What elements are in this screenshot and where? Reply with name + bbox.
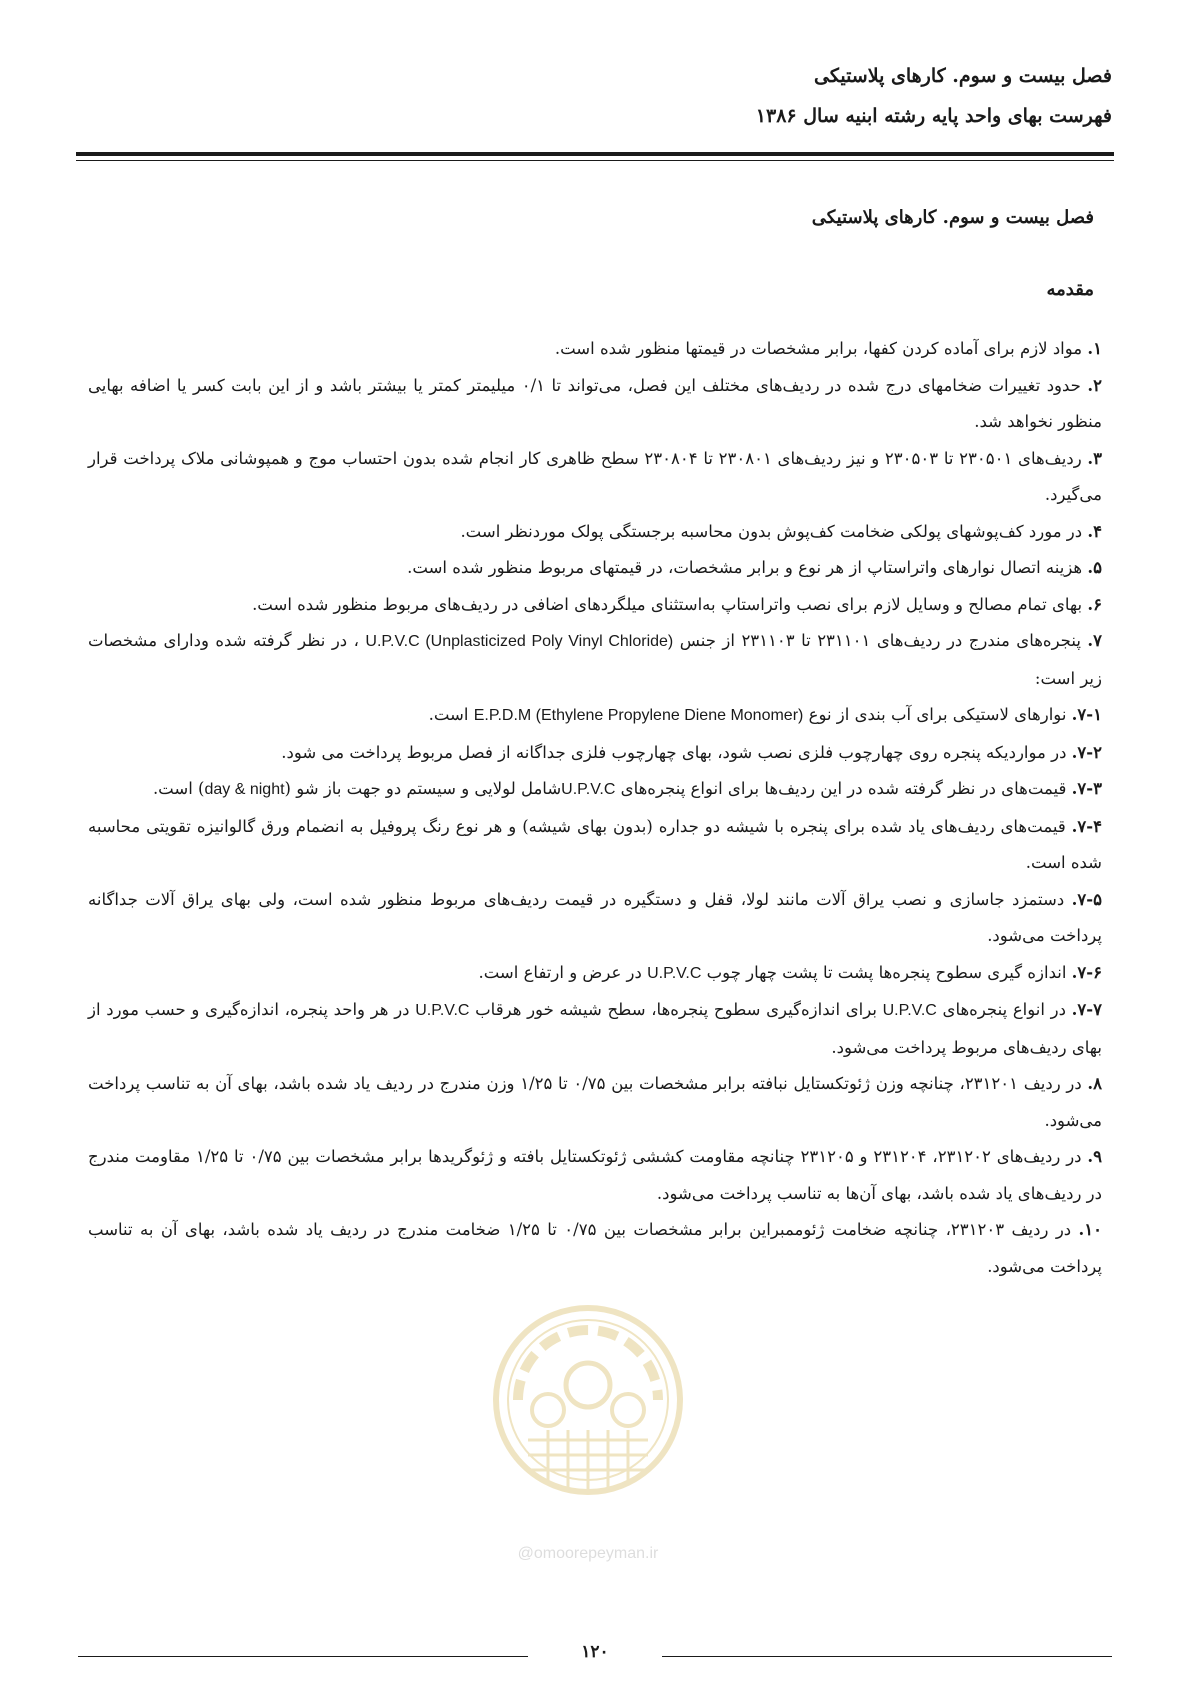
latin-term: U.P.V.C xyxy=(561,781,616,798)
paragraph-number: ۷-۲. xyxy=(1071,742,1102,762)
paragraph-7-4 xyxy=(88,809,1102,882)
latin-term: E.P.D.M (Ethylene Propylene Diene Monomer) xyxy=(473,707,804,724)
paragraph-text: ) است. xyxy=(152,779,205,798)
paragraph-text: در هر واحد پنجره، اندازه‌گیری و حسب مورد از بهای ردیف‌های مربوط پرداخت می‌شود. xyxy=(88,1000,1102,1057)
watermark-seal-icon xyxy=(488,1290,688,1540)
paragraph-2 xyxy=(88,368,1102,441)
document-body xyxy=(88,200,1102,1285)
paragraph-text: در ردیف ۲۳۱۲۰۱، چنانچه وزن ژئوتکستایل نبافته برابر مشخصات بین ۰/۷۵ تا ۱/۲۵ وزن مندرج در ردیف یاد شده باشد، بهای آن به تناسب پرداخت می‌شود. xyxy=(88,1074,1102,1130)
paragraph-number: ۸. xyxy=(1087,1074,1102,1093)
paragraph-number: ۷-۶. xyxy=(1071,962,1102,982)
header-rule-thick xyxy=(76,152,1114,156)
paragraph-9 xyxy=(88,1139,1102,1212)
page-header xyxy=(78,56,1112,136)
page-footer xyxy=(78,1640,1112,1670)
header-rule-thin xyxy=(76,160,1114,161)
paragraph-text: در ردیف‌های ۲۳۱۲۰۲، ۲۳۱۲۰۴ و ۲۳۱۲۰۵ چنانچه مقاومت کششی ژئوتکستایل بافته و ژئوگریدها برابر مشخصات بین ۰/۷۵ تا ۱/۲۵ مقاومت مندرج در ردیف‌های یاد شده باشد، بهای آن‌ها به تناسب پرداخت می‌شود. xyxy=(88,1147,1102,1203)
paragraph-text: است. xyxy=(428,705,474,724)
intro-heading: مقدمه xyxy=(1046,278,1094,300)
latin-term: U.P.V.C (Unplasticized Poly Vinyl Chloride) xyxy=(365,633,674,650)
footer-rule-right xyxy=(662,1656,1112,1657)
paragraph-text: نوارهای لاستیکی برای آب بندی از نوع xyxy=(803,705,1072,724)
paragraph-7 xyxy=(88,623,1102,697)
paragraph-text: قیمت‌های ردیف‌های یاد شده برای پنجره با شیشه دو جداره (بدون بهای شیشه) و هر نوع رنگ پروفیل به انضمام ورق گالوانیزه تقویتی محاسبه شده است. xyxy=(88,816,1102,872)
paragraph-7-7 xyxy=(88,992,1102,1066)
paragraph-number: ۶. xyxy=(1087,594,1102,614)
paragraph-number: ۷-۳. xyxy=(1071,779,1102,798)
paragraph-number: ۷-۱. xyxy=(1071,705,1102,724)
paragraph-7-3 xyxy=(88,771,1102,809)
paragraph-number: ۱. xyxy=(1087,339,1102,358)
paragraph-7-6 xyxy=(88,955,1102,993)
paragraph-text: اندازه گیری سطوح پنجره‌ها پشت تا پشت چهار چوب xyxy=(701,962,1072,982)
paragraph-text: هزینه اتصال نوارهای واتراستاپ از هر نوع و برابر مشخصات، در قیمتهای مربوط منظور شده است. xyxy=(407,558,1088,577)
paragraph-text: در مورد کف‌پوشهای پولکی ضخامت کف‌پوش بدون محاسبه برجستگی پولک موردنظر است. xyxy=(460,521,1088,541)
latin-term: day & night xyxy=(204,781,285,798)
paragraph-text: در مواردیکه پنجره روی چهارچوب فلزی نصب شود، بهای چهارچوب فلزی جداگانه از فصل مربوط پرداخت می شود. xyxy=(281,742,1072,762)
paragraph-text: قیمت‌های در نظر گرفته شده در این ردیف‌ها برای انواع پنجره‌های xyxy=(615,779,1072,798)
page-number: ۱۲۰ xyxy=(581,1642,609,1662)
paragraph-number: ۴. xyxy=(1087,521,1102,541)
paragraph-text: در ردیف ۲۳۱۲۰۳، چنانچه ضخامت ژئوممبراین برابر مشخصات بین ۰/۷۵ تا ۱/۲۵ ضخامت مندرج در ردیف یاد شده باشد، بهای آن به تناسب پرداخت می‌شود. xyxy=(88,1220,1102,1276)
paragraph-text: حدود تغییرات ضخامهای درج شده در ردیف‌های مختلف این فصل، می‌تواند تا ۰/۱ میلیمتر کمتر یا بیشتر باشد و از این بابت کسر یا اضافه بهایی منظور نخواهد شد. xyxy=(88,375,1102,431)
paragraph-7-2 xyxy=(88,735,1102,772)
latin-term: U.P.V.C xyxy=(882,1002,937,1019)
paragraph-5 xyxy=(88,550,1102,587)
paragraph-number: ۹. xyxy=(1087,1147,1102,1166)
paragraph-number: ۵. xyxy=(1087,558,1102,577)
watermark-url: @omoorepeyman.ir xyxy=(517,1545,659,1562)
paragraph-text: پنجره‌های مندرج در ردیف‌های ۲۳۱۱۰۱ تا ۲۳۱۱۰۳ از جنس xyxy=(673,631,1088,650)
header-price-list-title: فهرست بهای واحد پایه رشته ابنیه سال ۱۳۸۶ xyxy=(755,105,1112,127)
paragraph-number: ۲. xyxy=(1087,375,1102,395)
paragraph-7-1 xyxy=(88,697,1102,735)
paragraph-text: در عرض و ارتفاع است. xyxy=(478,962,648,982)
paragraph-number: ۷. xyxy=(1087,631,1102,650)
header-chapter-title: فصل بیست و سوم. کارهای پلاستیکی xyxy=(814,65,1112,87)
paragraph-8 xyxy=(88,1066,1102,1139)
paragraph-number: ۷-۴. xyxy=(1071,816,1102,836)
latin-term: U.P.V.C xyxy=(415,1002,470,1019)
paragraph-10 xyxy=(88,1212,1102,1285)
paragraph-text: در انواع پنجره‌های xyxy=(936,1000,1072,1019)
watermark-seal xyxy=(488,1290,688,1560)
paragraph-text: دستمزد جاسازی و نصب یراق آلات مانند لولا، قفل و دستگیره در قیمت ردیف‌های مربوط منظور شده است، ولی بهای یراق آلات جداگانه پرداخت می‌شود. xyxy=(88,889,1102,945)
paragraph-text: برای اندازه‌گیری سطوح پنجره‌ها، سطح شیشه خور هرقاب xyxy=(469,1000,883,1019)
paragraph-text: بهای تمام مصالح و وسایل لازم برای نصب واتراستاپ به‌استثنای میلگردهای اضافی در ردیف‌های مربوط منظور شده است. xyxy=(252,594,1088,614)
paragraph-text: ، در نظر گرفته شده ودارای مشخصات زیر است: xyxy=(88,631,1102,688)
paragraph-3 xyxy=(88,441,1102,514)
paragraph-6 xyxy=(88,587,1102,624)
paragraph-text: مواد لازم برای آماده کردن کفها، برابر مشخصات در قیمتها منظور شده است. xyxy=(554,339,1088,358)
paragraph-number: ۷-۷. xyxy=(1071,1000,1102,1019)
paragraph-4 xyxy=(88,514,1102,551)
section-title: فصل بیست و سوم. کارهای پلاستیکی xyxy=(811,207,1094,228)
paragraph-text: ردیف‌های ۲۳۰۵۰۱ تا ۲۳۰۵۰۳ و نیز ردیف‌های ۲۳۰۸۰۱ تا ۲۳۰۸۰۴ سطح ظاهری کار انجام شده بدون احتساب موج و همپوشانی ملاک پرداخت قرار می‌گیرد. xyxy=(88,448,1102,504)
paragraph-7-5 xyxy=(88,882,1102,955)
paragraph-text: شامل لولایی و سیستم دو جهت باز شو ( xyxy=(284,779,562,798)
paragraph-1 xyxy=(88,331,1102,368)
paragraph-number: ۷-۵. xyxy=(1071,889,1102,909)
latin-term: U.P.V.C xyxy=(647,964,702,982)
paragraph-number: ۱۰. xyxy=(1078,1220,1103,1239)
paragraph-number: ۳. xyxy=(1087,448,1102,468)
